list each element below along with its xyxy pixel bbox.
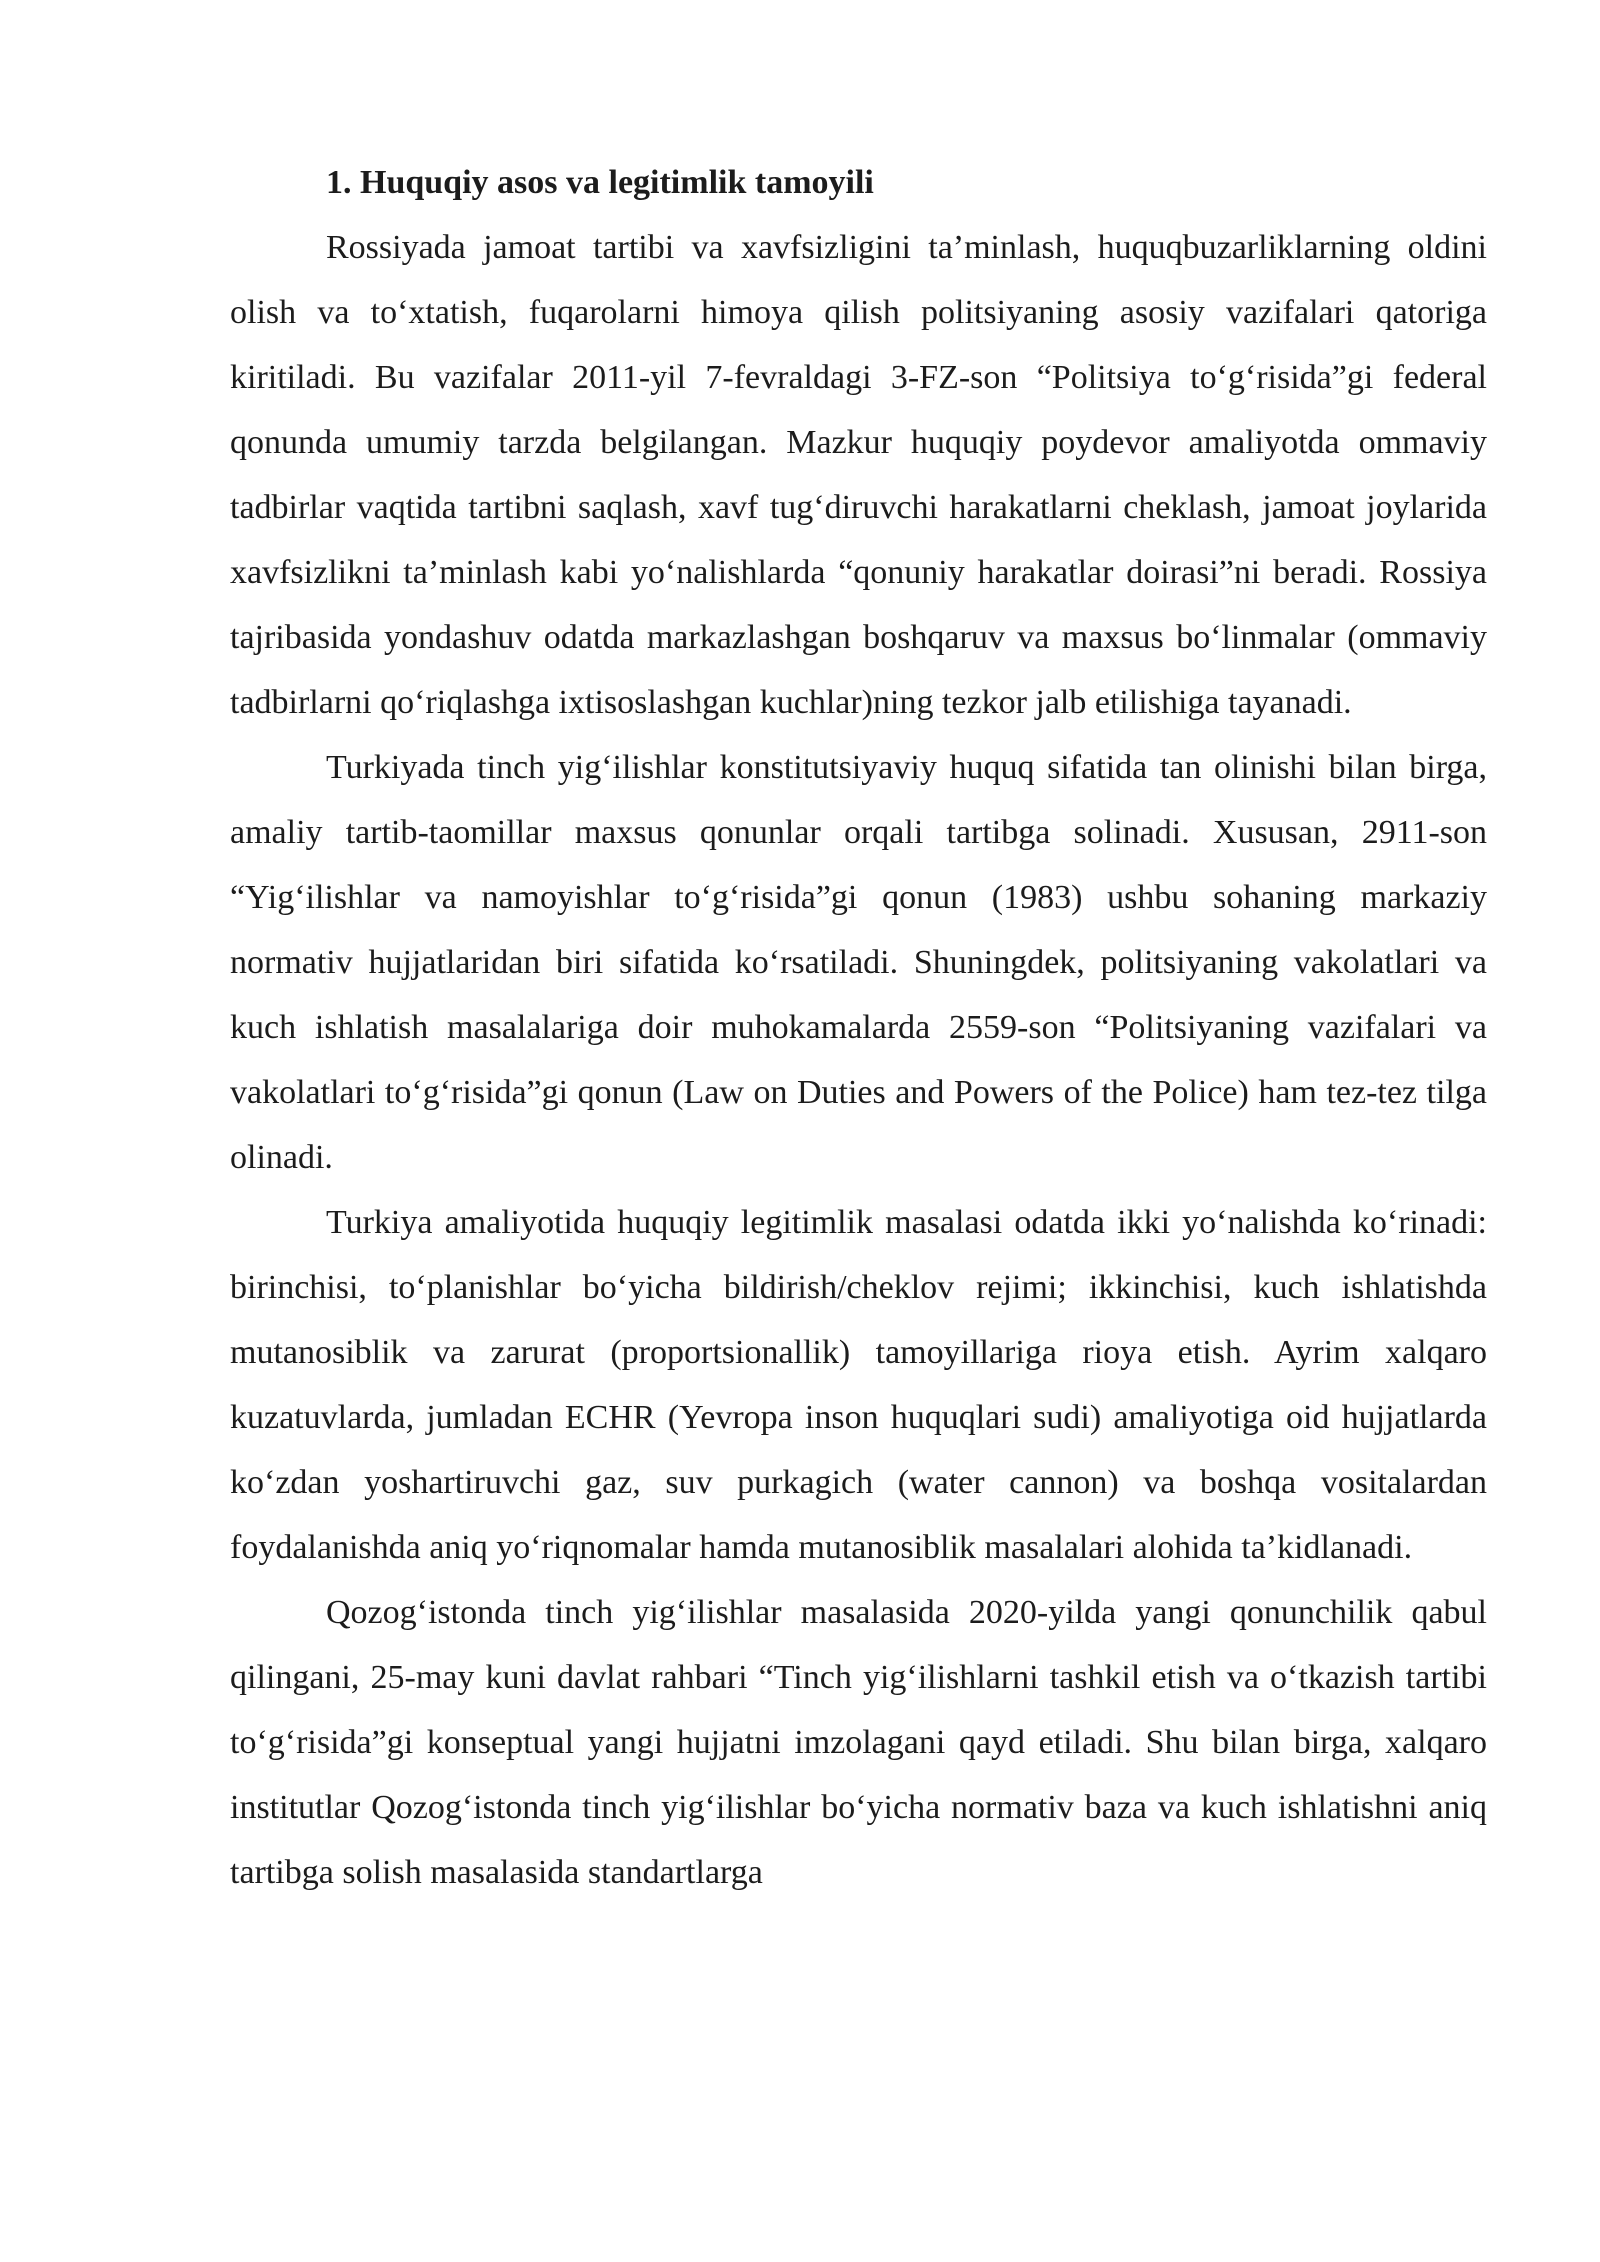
page-content <box>230 150 1487 1905</box>
paragraph-kazakhstan: Qozog‘istonda tinch yig‘ilishlar masalasida 2020-yilda yangi qonunchilik qabul qilingani, 25-may kuni davlat rahbari “Tinch yig‘ilishlarni tashkil etish va o‘tkazish tartibi to‘g‘risida”gi konseptual yangi hujjatni imzolagani qayd etiladi. Shu bilan birga, xalqaro institutlar Qozog‘istonda tinch yig‘ilishlar bo‘yicha normativ baza va kuch ishlatishni aniq tartibga solish masalasida standartlarga <box>230 1594 1487 1891</box>
paragraph-turkey-laws: Turkiyada tinch yig‘ilishlar konstitutsiyaviy huquq sifatida tan olinishi bilan birga, amaliy tartib-taomillar maxsus qonunlar orqali tartibga solinadi. Xususan, 2911-son “Yig‘ilishlar va namoyishlar to‘g‘risida”gi qonun (1983) ushbu sohaning markaziy normativ hujjatlaridan biri sifatida ko‘rsatiladi. Shuningdek, politsiyaning vakolatlari va kuch ishlatish masalalariga doir muhokamalarda 2559-son “Politsiyaning vazifalari va vakolatlari to‘g‘risida”gi qonun (Law on Duties and Powers of the Police) ham tez-tez tilga olinadi. <box>230 749 1487 1176</box>
section-heading: 1. Huquqiy asos va legitimlik tamoyili <box>326 164 874 201</box>
paragraph-russia: Rossiyada jamoat tartibi va xavfsizligini ta’minlash, huquqbuzarliklarning oldini olish va to‘xtatish, fuqarolarni himoya qilish politsiyaning asosiy vazifalari qatoriga kiritiladi. Bu vazifalar 2011-yil 7-fevraldagi 3-FZ-son “Politsiya to‘g‘risida”gi federal qonunda umumiy tarzda belgilangan. Mazkur huquqiy poydevor amaliyotda ommaviy tadbirlar vaqtida tartibni saqlash, xavf tug‘diruvchi harakatlarni cheklash, jamoat joylarida xavfsizlikni ta’minlash kabi yo‘nalishlarda “qonuniy harakatlar doirasi”ni beradi. Rossiya tajribasida yondashuv odatda markazlashgan boshqaruv va maxsus bo‘linmalar (ommaviy tadbirlarni qo‘riqlashga ixtisoslashgan kuchlar)ning tezkor jalb etilishiga tayanadi. <box>230 229 1487 721</box>
paragraph-turkey-practice: Turkiya amaliyotida huquqiy legitimlik masalasi odatda ikki yo‘nalishda ko‘rinadi: birinchisi, to‘planishlar bo‘yicha bildirish/cheklov rejimi; ikkinchisi, kuch ishlatishda mutanosiblik va zarurat (proportsionallik) tamoyillariga rioya etish. Ayrim xalqaro kuzatuvlarda, jumladan ECHR (Yevropa inson huquqlari sudi) amaliyotiga oid hujjatlarda ko‘zdan yoshartiruvchi gaz, suv purkagich (water cannon) va boshqa vositalardan foydalanishda aniq yo‘riqnomalar hamda mutanosiblik masalalari alohida ta’kidlanadi. <box>230 1204 1487 1566</box>
